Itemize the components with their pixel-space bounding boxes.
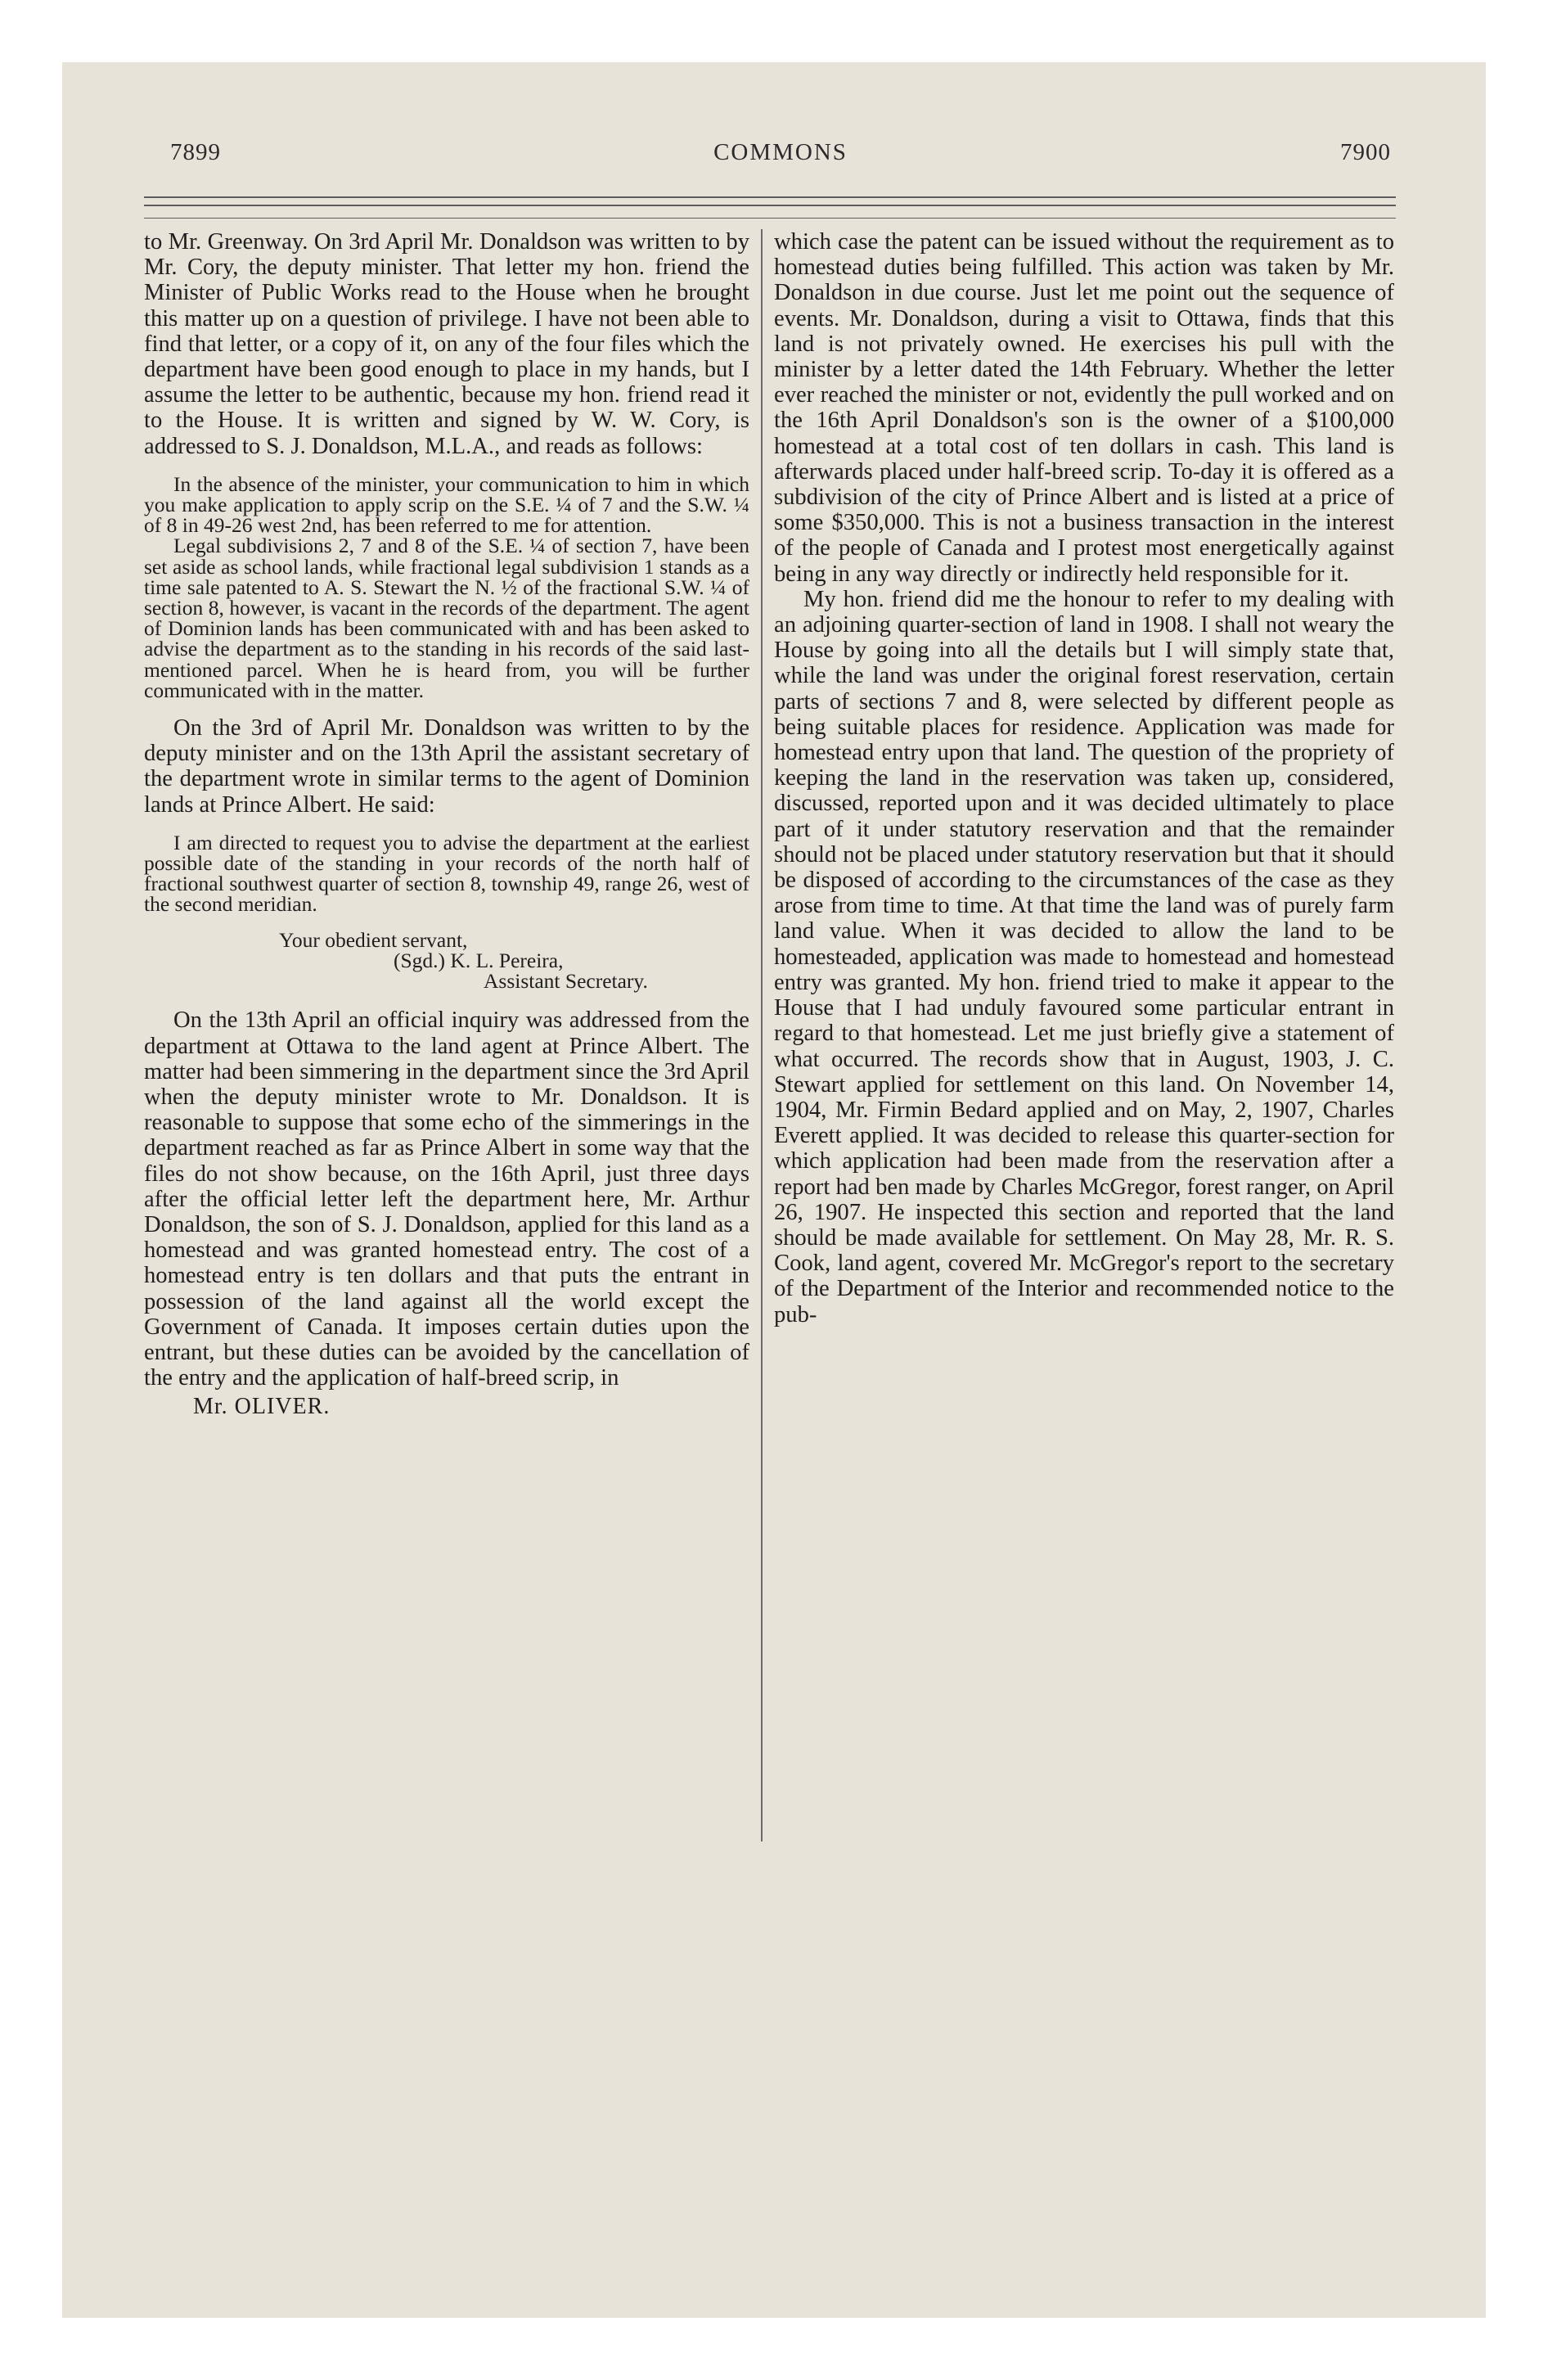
quote-paragraph: Legal subdivisions 2, 7 and 8 of the S.E. ¼ of section 7, have been set aside as school lands, while fractional legal subdivision 1 stands as a time sale patented to A. S. Stewart the N. ½ of the fractional S.W. ¼ of section 8, however, is vacant in the records of the department. The agent of Dominion lands has been communicated with and has been asked to advise the department as to the standing in his records of the said last-mentioned parcel. When he is heard from, you will be further communicated with in the matter. [144, 534, 749, 702]
quote-paragraph: I am directed to request you to advise the department at the earliest possible date of the standing in your records of the north half of fractional southwest quarter of section 8, township 49, range 26, west of the second meridian. [144, 830, 749, 917]
letter-signature [144, 927, 749, 994]
signature-name: (Sgd.) K. L. Pereira, [394, 948, 564, 972]
right-column [774, 229, 1394, 1327]
header-rule-top [144, 196, 1396, 198]
quoted-letter-cory [144, 471, 749, 702]
page-header [170, 139, 1391, 175]
paragraph: My hon. friend did me the honour to refer to my dealing with an adjoining quarter-section of land in 1908. I shall not weary the House by going into all the details but I will simply state that, while the land was under the original forest reservation, certain parts of sections 7 and 8, were selected by different people as being suitable places for residence. Application was made for homestead entry upon that land. The question of the propriety of keeping the land in the reservation was taken up, considered, discussed, reported upon and it was decided ultimately to place part of it under statutory reservation and that the remainder should not be placed under statutory reservation but that it should be disposed of according to the circumstances of the case as they arose from time to time. At that time the land was of purely farm land value. When it was decided to allow the land to be homesteaded, application was made to homestead and homestead entry was granted. My hon. friend tried to make it appear to the House that I had unduly favoured some particular entrant in regard to that homestead. Let me just briefly give a statement of what occurred. The records show that in August, 1903, J. C. Stewart applied for settlement on this land. On November 14, 1904, Mr. Firmin Bedard applied and on May, 2, 1907, Charles Everett applied. It was decided to release this quarter-section for which application had been made from the reservation after a report had ben made by Charles McGregor, forest ranger, on April 26, 1907. He inspected this section and reported that the land should be made available for settlement. On May 28, Mr. R. S. Cook, land agent, covered Mr. McGregor's report to the secretary of the Department of the Interior and recommended notice to the pub- [774, 586, 1394, 1327]
paragraph: which case the patent can be issued without the requirement as to homestead duties being fulfilled. This action was taken by Mr. Donaldson in due course. Just let me point out the sequence of events. Mr. Donaldson, during a visit to Ottawa, finds that this land is not privately owned. He exercises his pull with the minister by a letter dated the 14th February. Whether the letter ever reached the minister or not, evidently the pull worked and on the 16th April Donaldson's son is the owner of a $100,000 homestead at a total cost of ten dollars in cash. This land is afterwards placed under half-breed scrip. To-day it is offered as a subdivision of the city of Prince Albert and is listed at a price of some $350,000. This is not a business transaction in the interest of the people of Canada and I protest most energetically against being in any way directly or indirectly held responsible for it. [774, 229, 1394, 587]
page-number-right: 7900 [1340, 139, 1391, 165]
column-divider [761, 229, 763, 1841]
running-title: COMMONS [713, 139, 848, 165]
signature-title: Assistant Secretary. [484, 969, 648, 994]
paragraph: to Mr. Greenway. On 3rd April Mr. Donaldson was written to by Mr. Cory, the deputy minister. That letter my hon. friend the Minister of Public Works read to the House when he brought this matter up on a question of privilege. I have not been able to find that letter, or a copy of it, on any of the four files which the department have been good enough to place in my hands, but I assume the letter to be authentic, because my hon. friend read it to the House. It is written and signed by W. W. Cory, is addressed to S. J. Donaldson, M.L.A., and reads as follows: [144, 229, 749, 459]
quoted-letter-pereira [144, 832, 749, 915]
left-column [144, 229, 749, 1420]
paragraph: On the 3rd of April Mr. Donaldson was written to by the deputy minister and on the 13th April the assistant secretary of the department wrote in similar terms to the agent of Dominion lands at Prince Albert. He said: [144, 715, 749, 818]
header-rule-bottom [144, 218, 1396, 219]
header-rule-middle [144, 205, 1396, 206]
page-number-left: 7899 [170, 139, 221, 165]
paragraph: On the 13th April an official inquiry was addressed from the department at Ottawa to the land agent at Prince Albert. The matter had been simmering in the department since the 3rd April when the deputy minister wrote to Mr. Donaldson. It is reasonable to suppose that some echo of the simmerings in the department reached as far as Prince Albert in some way that the files do not show because, on the 16th April, just three days after the official letter left the department here, Mr. Arthur Donaldson, the son of S. J. Donaldson, applied for this land as a homestead and was granted homestead entry. The cost of a homestead entry is ten dollars and that puts the entrant in possession of the land against all the world except the Government of Canada. It imposes certain duties upon the entrant, but these duties can be avoided by the cancellation of the entry and the application of half-breed scrip, in [144, 1007, 749, 1391]
signature-closing: Your obedient servant, [279, 927, 468, 952]
speaker-name: Mr. OLIVER. [193, 1394, 331, 1420]
quote-paragraph: In the absence of the minister, your communication to him in which you make application to apply scrip on the S.E. ¼ of 7 and the S.W. ¼ of 8 in 49-26 west 2nd, has been referred to me for attention. [144, 471, 749, 538]
